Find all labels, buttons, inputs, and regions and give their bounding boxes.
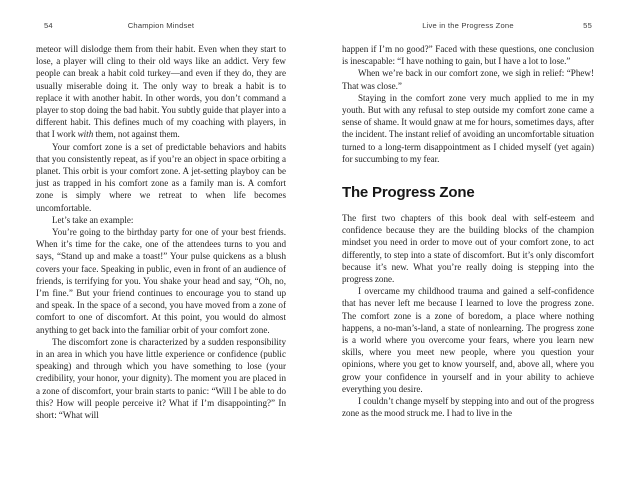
right-page-body <box>342 43 594 419</box>
paragraph: I couldn’t change myself by stepping into and out of the progress zone as the mood struck me. I had to live in the <box>342 396 594 419</box>
paragraph: You’re going to the birthday party for one of your best friends. When it’s time for the cake, one of the attendees turns to you and says, “Stand up and make a toast!” Your pulse quickens as a blush covers your face. Speaking in public, even in front of an audience of friends, is terrifying for you. You shake your head and say, “Oh, no, I’m fine.” But your friend continues to encourage you to stand up and speak. In the space of a second, you have moved from a zone of comfort to one of discomfort. At this point, you would do almost anything to get back into the familiar orbit of your comfort zone. <box>36 227 286 335</box>
paragraph <box>36 43 286 141</box>
left-page-number: 54 <box>44 21 53 30</box>
paragraph: happen if I’m no good?” Faced with these questions, one conclusion is inescapable: “I have nothing to gain, but I have a lot to lose.” <box>342 44 594 67</box>
paragraph: The first two chapters of this book deal with self-esteem and confidence because they are the building blocks of the champion mindset you need in order to move out of your comfort zone, to act differently, to step into a state of discomfort. But it’s only discomfort because it’s new. What you’re really doing is stepping into the progress zone. <box>342 213 594 285</box>
paragraph-text: them, not against them. <box>93 129 180 140</box>
paragraph: I overcame my childhood trauma and gained a self-confidence that has never left me because I learned to love the progress zone. The comfort zone is a zone of boredom, a place where nothing happens, a no-man’s-land, a state of nonlearning. The progress zone is a world where you overcome your fears, where you learn new skills, where you meet new people, where you question your opinions, where you get to know yourself, and, above all, where you grow your confidence in yourself and in your ability to achieve everything you desire. <box>342 286 594 394</box>
paragraph-italic-text: with <box>77 129 94 140</box>
right-page <box>320 0 640 494</box>
paragraph: Let’s take an example: <box>52 214 134 225</box>
paragraph: The discomfort zone is characterized by a sudden responsibility in an area in which you have little experience or confidence (public speaking) and through which you have something to lose (your credibility, your honor, your dignity). The moment you are placed in a zone of discomfort, your brain starts to panic: “Will I be able to do this? How will people perceive it? What if I’m disappointing?” In short: “What will <box>36 336 286 421</box>
left-page-body <box>36 43 286 421</box>
paragraph: When we’re back in our comfort zone, we sigh in relief: “Phew! That was close.” <box>342 68 594 91</box>
paragraph-text: meteor will dislodge them from their habit. Even when they start to lose, a player will cling to their old ways like an addict. Very few people can break a habit cold turkey—and even if they do, they are usually miserable doing it. The only way to break a habit is to replace it with another habit. In other words, you don’t command a player to stop doing the bad habit. You subtly guide that player into a different habit. This defines much of my coaching with players, in that I work <box>36 44 286 140</box>
paragraph: Staying in the comfort zone very much applied to me in my youth. But with any refusal to step outside my comfort zone came a sense of shame. It would gnaw at me for hours, sometimes days, after the incident. The instant relief of avoiding an uncomfortable situation turned to a long-term disappointment as I chided myself (yet again) for succumbing to my fear. <box>342 92 594 164</box>
left-running-header-title: Champion Mindset <box>127 21 195 30</box>
left-running-head <box>36 21 286 31</box>
right-running-head <box>342 21 594 31</box>
section-heading: The Progress Zone <box>342 184 475 202</box>
paragraph: Your comfort zone is a set of predictable behaviors and habits that you consistently repeat, as if you’re an object in space orbiting a planet. This orbit is your comfort zone. A jet-setting playboy can be just as trapped in his comfort zone as a family man is. A comfort zone is simply where we retreat to when life becomes uncomfortable. <box>36 141 286 213</box>
right-running-header-title: Live in the Progress Zone <box>422 21 514 30</box>
right-page-number: 55 <box>583 21 592 30</box>
